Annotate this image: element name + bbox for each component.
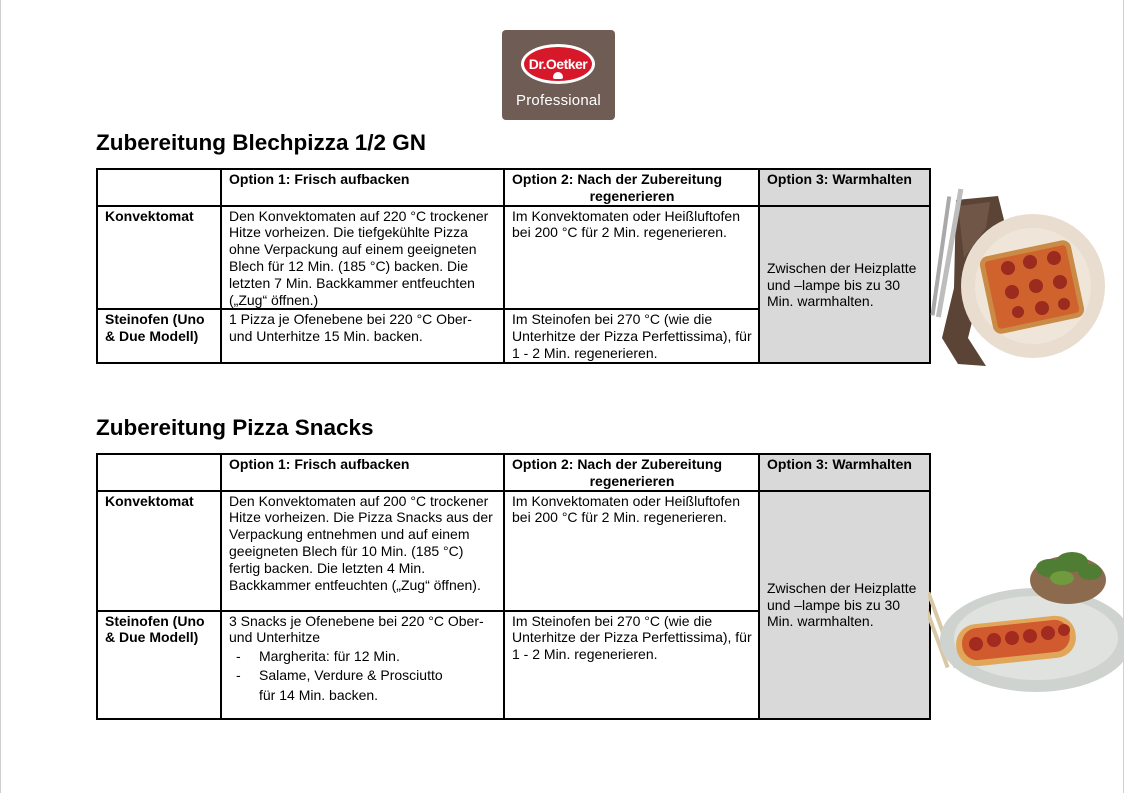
cell-option-3: Zwischen der Heizplatte und –lampe bis zu 30 Min. warmhalten. [759, 491, 930, 719]
cell-option-1: 1 Pizza je Ofenebene bei 220 °C Ober- und Unterhitze 15 Min. backen. [221, 309, 504, 363]
table-row [97, 206, 930, 310]
table-blechpizza [96, 168, 931, 364]
option1-intro: 3 Snacks je Ofenebene bei 220 °C Ober- und Unterhitze [229, 612, 484, 646]
table-row [97, 491, 930, 611]
list-item: - Margherita: für 12 Min. [229, 648, 497, 665]
cell-option-3: Zwischen der Heizplatte und –lampe bis zu 30 Min. warmhalten. [759, 206, 930, 364]
cell-option-2: Im Steinofen bei 270 °C (wie die Unterhitze der Pizza Perfettissima), für 1 - 2 Min. regenerieren. [504, 611, 759, 719]
table-header-row [97, 169, 930, 206]
blechpizza-photo [928, 188, 1106, 370]
row-label-konvektomat: Konvektomat [97, 206, 221, 310]
header-empty [97, 169, 221, 206]
option1-list [229, 648, 497, 684]
header-option-2: Option 2: Nach der Zubereitung regenerieren [504, 169, 759, 206]
page-edge-left [0, 0, 1, 793]
header-empty [97, 454, 221, 491]
option1-tail: für 14 Min. backen. [259, 686, 379, 703]
logo-brand: Dr.Oetker [528, 56, 588, 72]
pizza-snack-photo [928, 540, 1124, 698]
logo-subtitle: Professional [516, 92, 601, 109]
section-title-pizza-snacks: Zubereitung Pizza Snacks [96, 415, 374, 440]
table-pizza-snacks [96, 453, 931, 720]
cell-option-1 [221, 611, 504, 719]
row-label-steinofen: Steinofen (Uno & Due Modell) [97, 611, 221, 719]
cell-option-1: Den Konvektomaten auf 220 °C trockener Hitze vorheizen. Die tiefgekühlte Pizza ohne Verpackung auf einem geeigneten Blech für 12 Min. (185 °C) backen. Die letzten 7 Min. Backkammer entfeuchten („Zug“ öffnen.) [221, 206, 504, 310]
dr-oetker-logo [502, 30, 615, 120]
cell-option-1: Den Konvektomaten auf 200 °C trockener Hitze vorheizen. Die Pizza Snacks aus der Verpackung entnehmen und auf einem geeigneten Blech für 10 Min. (185 °C) fertig backen. Die letzten 4 Min. Backkammer entfeuchten („Zug“ öffnen). [221, 491, 504, 611]
header-option-2: Option 2: Nach der Zubereitung regenerieren [504, 454, 759, 491]
cell-option-2: Im Steinofen bei 270 °C (wie die Unterhitze der Pizza Perfettissima), für 1 - 2 Min. regenerieren. [504, 309, 759, 363]
logo-figure-icon [553, 72, 563, 79]
row-label-konvektomat: Konvektomat [97, 491, 221, 611]
header-option-1: Option 1: Frisch aufbacken [221, 454, 504, 491]
table-header-row [97, 454, 930, 491]
cell-option-2: Im Konvektomaten oder Heißluftofen bei 200 °C für 2 Min. regenerieren. [504, 491, 759, 611]
header-option-1: Option 1: Frisch aufbacken [221, 169, 504, 206]
cell-option-2: Im Konvektomaten oder Heißluftofen bei 200 °C für 2 Min. regenerieren. [504, 206, 759, 310]
section-title-blechpizza: Zubereitung Blechpizza 1/2 GN [96, 130, 427, 155]
logo-oval [521, 44, 595, 84]
header-option-3: Option 3: Warmhalten [759, 454, 930, 491]
header-option-3: Option 3: Warmhalten [759, 169, 930, 206]
row-label-steinofen: Steinofen (Uno & Due Modell) [97, 309, 221, 363]
list-item: - Salame, Verdure & Prosciutto [229, 667, 497, 684]
